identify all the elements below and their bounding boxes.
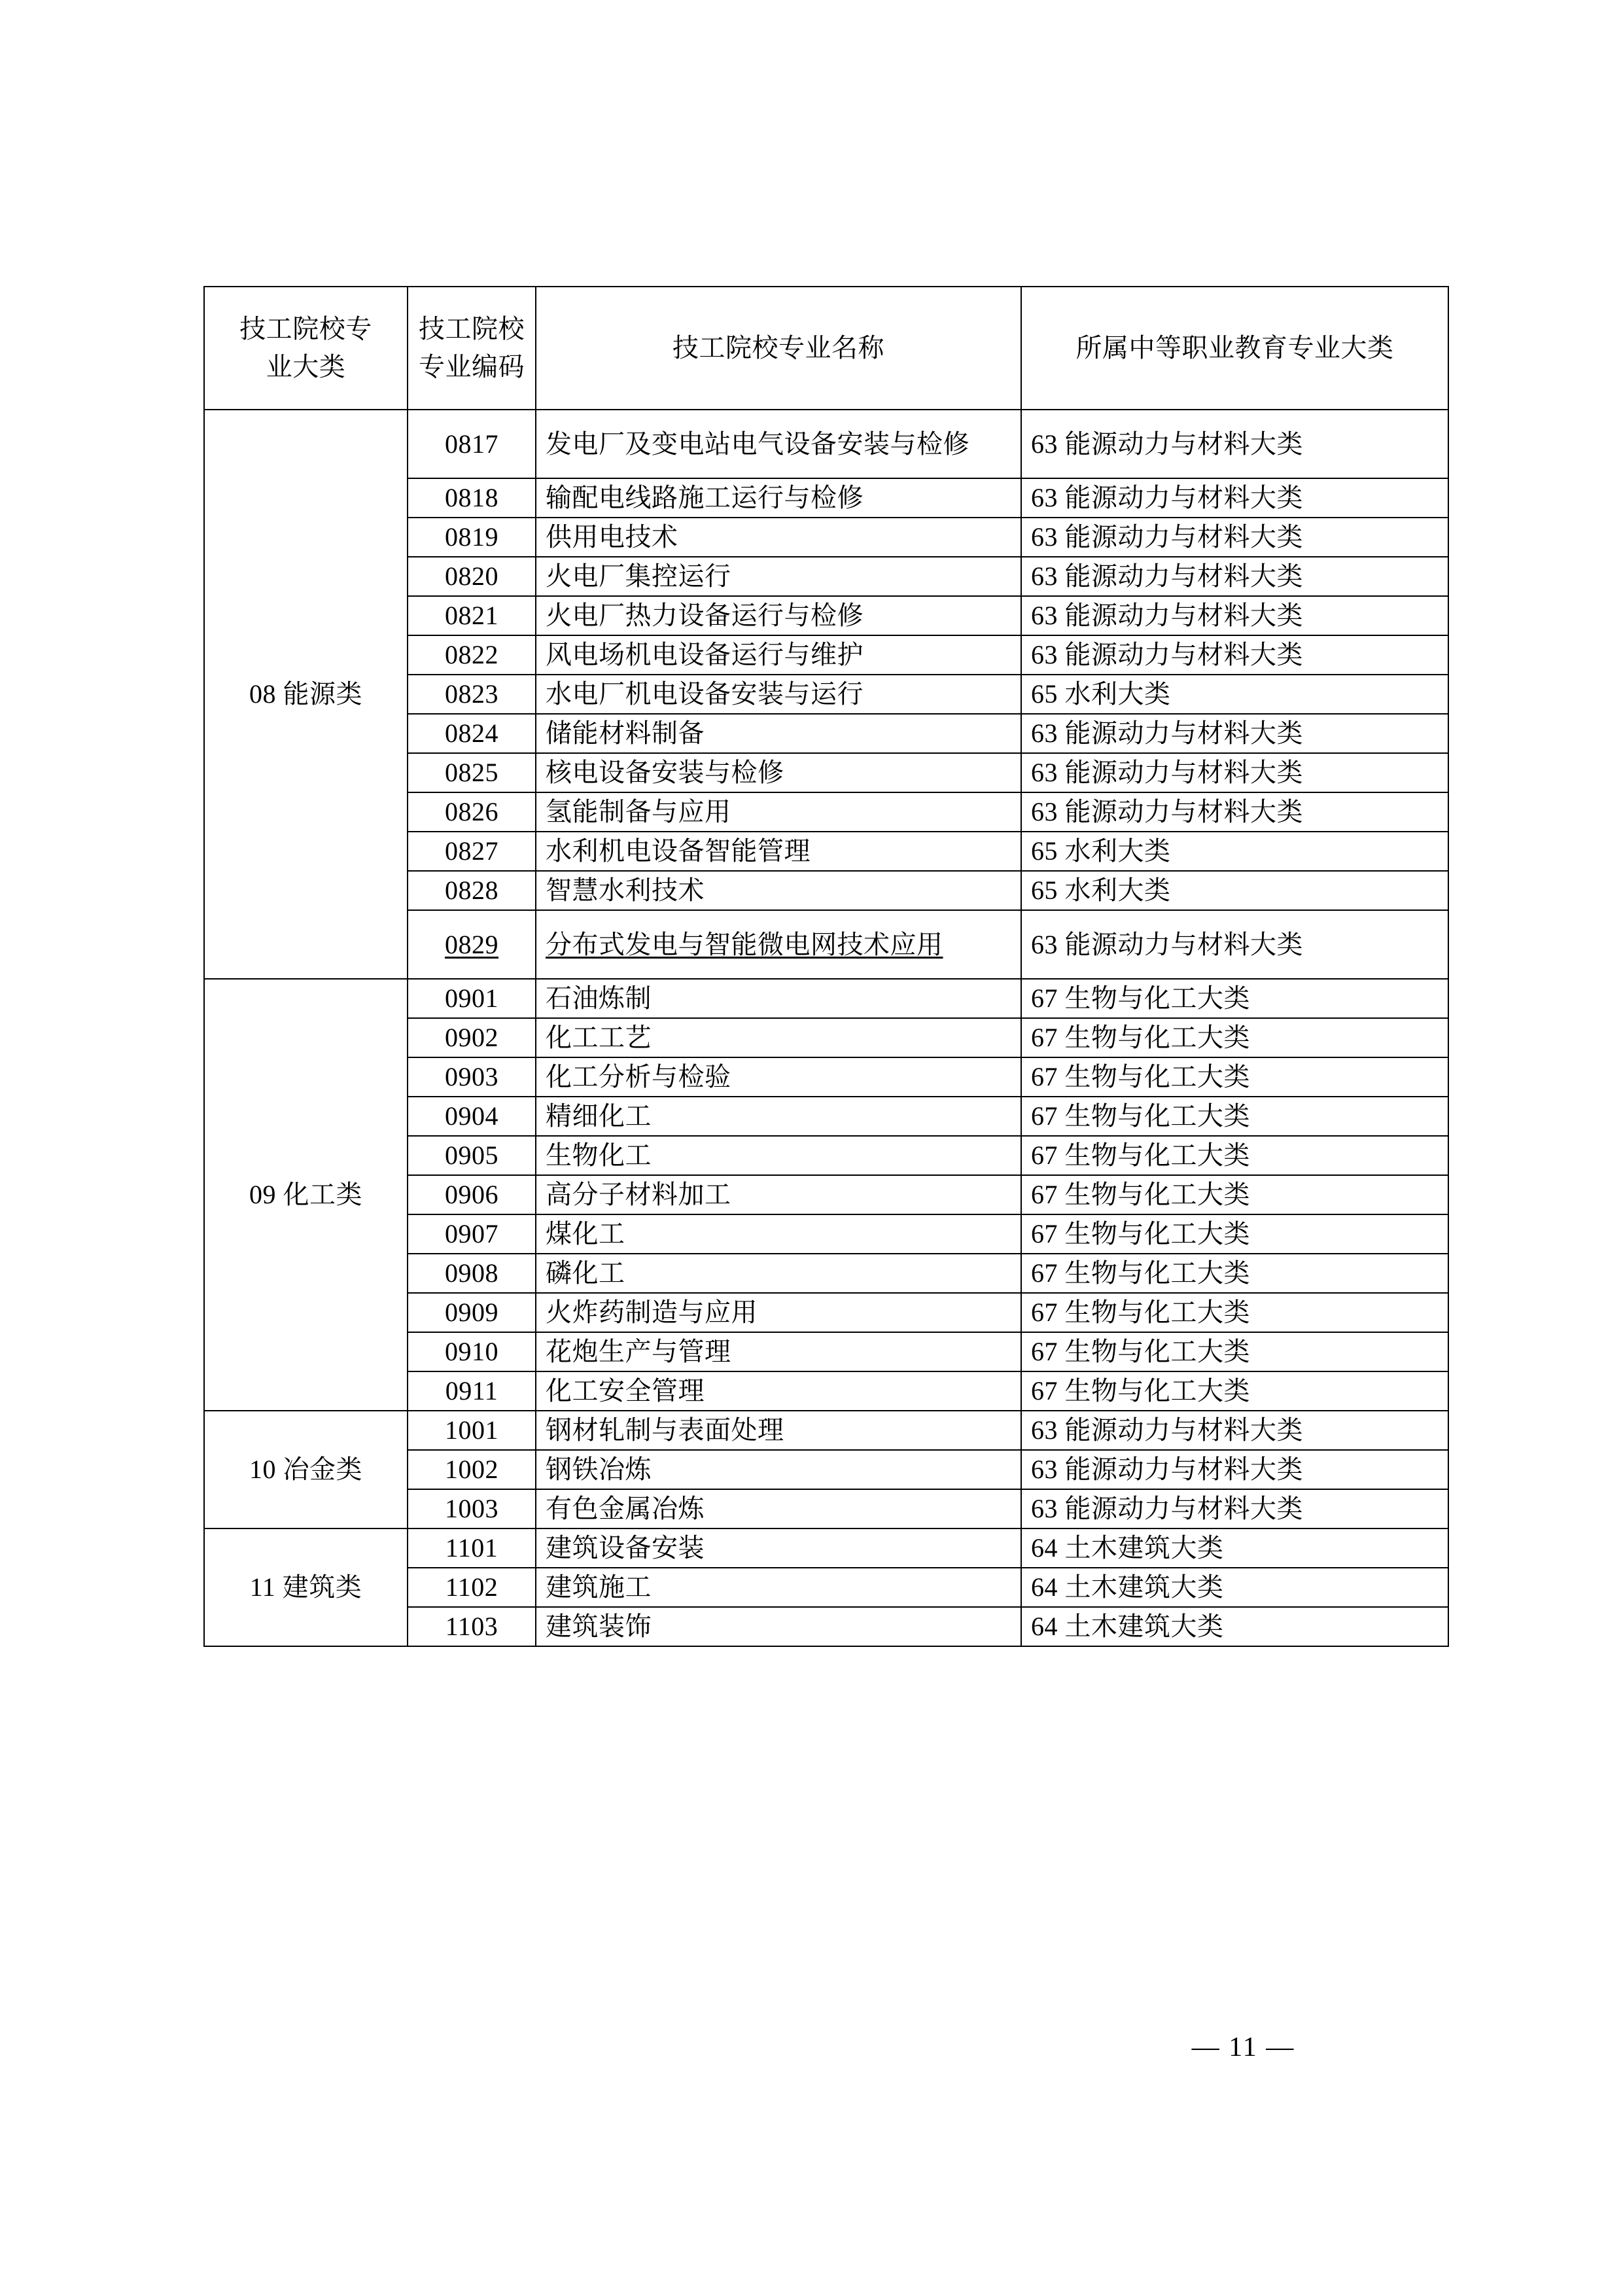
table-row [204, 410, 1448, 478]
cell-specialty-code: 0828 [408, 871, 536, 910]
cell-specialty-code: 0817 [408, 410, 536, 478]
page-footer [0, 2032, 1623, 2063]
cell-specialty-name: 化工工艺 [536, 1018, 1021, 1057]
cell-specialty-name: 钢材轧制与表面处理 [536, 1411, 1021, 1450]
cell-belongs-to-category: 63 能源动力与材料大类 [1021, 1489, 1448, 1528]
cell-specialty-name: 生物化工 [536, 1136, 1021, 1175]
cell-specialty-name: 磷化工 [536, 1254, 1021, 1293]
cell-belongs-to-category: 64 土木建筑大类 [1021, 1607, 1448, 1646]
cell-belongs-to-category: 63 能源动力与材料大类 [1021, 410, 1448, 478]
cell-belongs-to-category: 64 土木建筑大类 [1021, 1528, 1448, 1568]
cell-specialty-name: 储能材料制备 [536, 714, 1021, 753]
table-row [204, 1411, 1448, 1450]
table-header [204, 287, 1448, 410]
cell-specialty-name: 氢能制备与应用 [536, 792, 1021, 832]
cell-specialty-code: 0819 [408, 518, 536, 557]
cell-specialty-name: 智慧水利技术 [536, 871, 1021, 910]
cell-specialty-name [536, 910, 1021, 979]
cell-belongs-to-category: 63 能源动力与材料大类 [1021, 596, 1448, 635]
cell-belongs-to-category: 67 生物与化工大类 [1021, 1057, 1448, 1097]
cell-belongs-to-category: 65 水利大类 [1021, 675, 1448, 714]
cell-specialty-name: 石油炼制 [536, 979, 1021, 1018]
column-header-category-line-2: 业大类 [266, 352, 346, 381]
cell-specialty-code: 0901 [408, 979, 536, 1018]
cell-specialty-code: 0907 [408, 1214, 536, 1254]
cell-specialty-code: 0821 [408, 596, 536, 635]
cell-specialty-name: 风电场机电设备运行与维护 [536, 635, 1021, 675]
cell-specialty-code: 0911 [408, 1371, 536, 1411]
cell-belongs-to-category: 67 生物与化工大类 [1021, 1097, 1448, 1136]
cell-specialty-code: 0903 [408, 1057, 536, 1097]
table-header-row [204, 287, 1448, 410]
cell-belongs-to-category: 67 生物与化工大类 [1021, 1371, 1448, 1411]
cell-specialty-code: 0902 [408, 1018, 536, 1057]
cell-specialty-name: 水利机电设备智能管理 [536, 832, 1021, 871]
cell-belongs-to-category: 67 生物与化工大类 [1021, 1332, 1448, 1371]
cell-belongs-to-category: 67 生物与化工大类 [1021, 1136, 1448, 1175]
specialty-catalog-table-wrapper [203, 286, 1448, 1647]
cell-specialty-code: 0827 [408, 832, 536, 871]
cell-specialty-code: 0908 [408, 1254, 536, 1293]
cell-specialty-code: 1003 [408, 1489, 536, 1528]
cell-specialty-code: 0905 [408, 1136, 536, 1175]
cell-belongs-to-category: 63 能源动力与材料大类 [1021, 910, 1448, 979]
cell-specialty-name: 建筑装饰 [536, 1607, 1021, 1646]
cell-specialty-name: 有色金属冶炼 [536, 1489, 1021, 1528]
cell-specialty-name: 精细化工 [536, 1097, 1021, 1136]
column-header-code-line-1: 技工院校 [419, 314, 525, 344]
specialty-catalog-table [203, 286, 1449, 1647]
cell-specialty-name: 建筑设备安装 [536, 1528, 1021, 1568]
cell-belongs-to-category: 67 生物与化工大类 [1021, 1018, 1448, 1057]
cell-belongs-to-category: 63 能源动力与材料大类 [1021, 714, 1448, 753]
cell-specialty-code: 1103 [408, 1607, 536, 1646]
cell-category: 10 冶金类 [204, 1411, 408, 1528]
cell-belongs-to-category: 67 生物与化工大类 [1021, 979, 1448, 1018]
cell-belongs-to-category: 67 生物与化工大类 [1021, 1254, 1448, 1293]
cell-belongs-to-category: 67 生物与化工大类 [1021, 1214, 1448, 1254]
cell-belongs-to-category: 65 水利大类 [1021, 832, 1448, 871]
cell-specialty-code: 1002 [408, 1450, 536, 1489]
cell-specialty-code [408, 910, 536, 979]
cell-specialty-name: 化工分析与检验 [536, 1057, 1021, 1097]
cell-specialty-code: 0820 [408, 557, 536, 596]
table-body [204, 410, 1448, 1646]
cell-specialty-name: 煤化工 [536, 1214, 1021, 1254]
column-header-code-line-2: 专业编码 [419, 352, 525, 381]
cell-specialty-code: 0826 [408, 792, 536, 832]
cell-belongs-to-category: 67 生物与化工大类 [1021, 1175, 1448, 1214]
cell-specialty-name: 水电厂机电设备安装与运行 [536, 675, 1021, 714]
cell-specialty-code: 1001 [408, 1411, 536, 1450]
underlined-text: 0829 [445, 929, 498, 959]
cell-belongs-to-category: 63 能源动力与材料大类 [1021, 478, 1448, 518]
page-number: — 11 — [1191, 2032, 1295, 2062]
cell-specialty-code: 0906 [408, 1175, 536, 1214]
cell-specialty-code: 0823 [408, 675, 536, 714]
cell-specialty-code: 0910 [408, 1332, 536, 1371]
cell-belongs-to-category: 63 能源动力与材料大类 [1021, 792, 1448, 832]
cell-specialty-name: 建筑施工 [536, 1568, 1021, 1607]
cell-specialty-name: 花炮生产与管理 [536, 1332, 1021, 1371]
cell-belongs-to-category: 64 土木建筑大类 [1021, 1568, 1448, 1607]
column-header-category [204, 287, 408, 410]
column-header-name: 技工院校专业名称 [536, 287, 1021, 410]
cell-belongs-to-category: 63 能源动力与材料大类 [1021, 753, 1448, 792]
cell-specialty-code: 1102 [408, 1568, 536, 1607]
cell-category: 11 建筑类 [204, 1528, 408, 1646]
table-row [204, 1528, 1448, 1568]
cell-belongs-to-category: 67 生物与化工大类 [1021, 1293, 1448, 1332]
cell-specialty-name: 钢铁冶炼 [536, 1450, 1021, 1489]
cell-specialty-name: 化工安全管理 [536, 1371, 1021, 1411]
cell-specialty-code: 0818 [408, 478, 536, 518]
cell-specialty-name: 火电厂集控运行 [536, 557, 1021, 596]
cell-belongs-to-category: 63 能源动力与材料大类 [1021, 518, 1448, 557]
column-header-code [408, 287, 536, 410]
cell-specialty-code: 0909 [408, 1293, 536, 1332]
cell-category: 08 能源类 [204, 410, 408, 979]
cell-specialty-name: 核电设备安装与检修 [536, 753, 1021, 792]
cell-specialty-code: 1101 [408, 1528, 536, 1568]
cell-specialty-code: 0822 [408, 635, 536, 675]
cell-specialty-name: 火炸药制造与应用 [536, 1293, 1021, 1332]
column-header-category-line-1: 技工院校专 [239, 314, 372, 344]
cell-specialty-code: 0904 [408, 1097, 536, 1136]
cell-specialty-name: 发电厂及变电站电气设备安装与检修 [536, 410, 1021, 478]
cell-specialty-code: 0825 [408, 753, 536, 792]
underlined-text: 分布式发电与智能微电网技术应用 [546, 929, 943, 959]
cell-specialty-name: 高分子材料加工 [536, 1175, 1021, 1214]
cell-specialty-name: 火电厂热力设备运行与检修 [536, 596, 1021, 635]
cell-specialty-name: 供用电技术 [536, 518, 1021, 557]
cell-belongs-to-category: 63 能源动力与材料大类 [1021, 1411, 1448, 1450]
table-row [204, 979, 1448, 1018]
cell-belongs-to-category: 65 水利大类 [1021, 871, 1448, 910]
cell-category: 09 化工类 [204, 979, 408, 1411]
cell-specialty-name: 输配电线路施工运行与检修 [536, 478, 1021, 518]
cell-specialty-code: 0824 [408, 714, 536, 753]
cell-belongs-to-category: 63 能源动力与材料大类 [1021, 557, 1448, 596]
cell-belongs-to-category: 63 能源动力与材料大类 [1021, 1450, 1448, 1489]
cell-belongs-to-category: 63 能源动力与材料大类 [1021, 635, 1448, 675]
column-header-belongs-to: 所属中等职业教育专业大类 [1021, 287, 1448, 410]
